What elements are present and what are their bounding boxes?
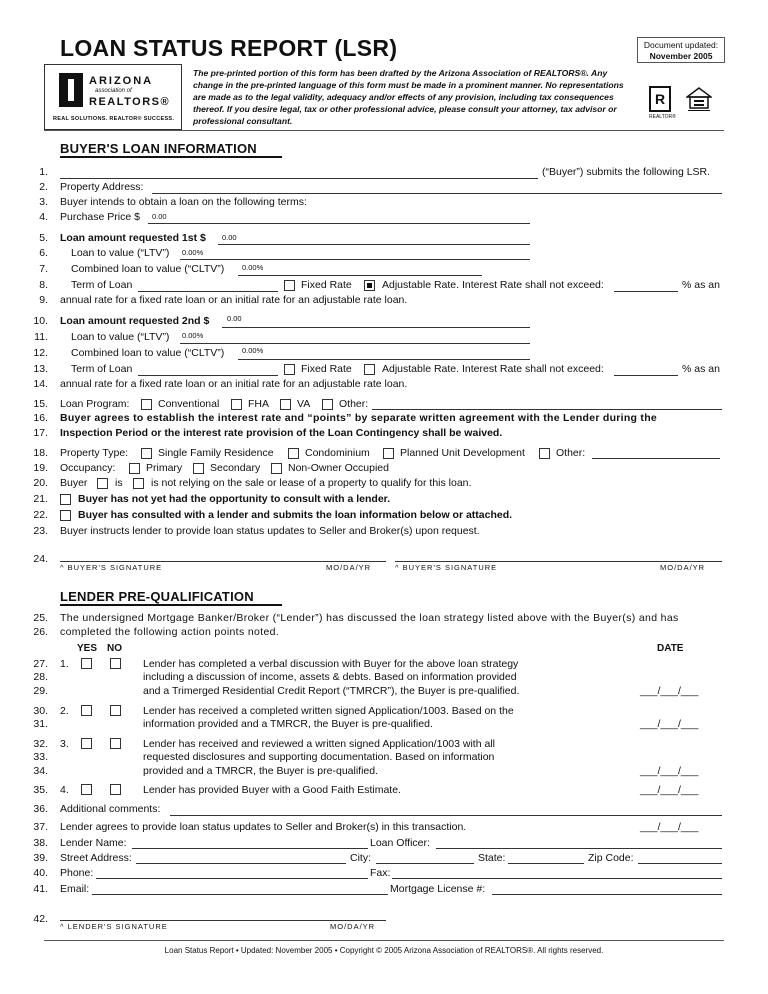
section-lender-title: LENDER PRE-QUALIFICATION: [60, 589, 254, 604]
buyer-relying-label: Buyer: [60, 477, 88, 489]
item4-date-field[interactable]: ___/___/___: [640, 784, 699, 796]
section-lender-underline: [60, 604, 282, 606]
condominium-label: Condominium: [305, 447, 370, 459]
property-address-label: Property Address:: [60, 181, 144, 193]
line-number: 34.: [33, 765, 48, 777]
va-checkbox[interactable]: [280, 399, 291, 410]
zip-code-label: Zip Code:: [588, 852, 634, 864]
loan1-pct-as-an: % as an: [682, 279, 720, 291]
line-number: 23.: [33, 525, 48, 537]
header-divider: [44, 130, 724, 131]
not-consulted-label: Buyer has not yet had the opportunity to consult with a lender.: [78, 493, 391, 505]
section-buyer-underline: [60, 156, 282, 158]
line-number: 39.: [33, 852, 48, 864]
yes-column-header: YES: [77, 643, 98, 654]
single-family-checkbox[interactable]: [141, 448, 152, 459]
lender-signature-caption: ^ LENDER'S SIGNATURE: [60, 922, 168, 931]
item2-text-line2: information provided and a TMRCR, the Buyer is pre-qualified.: [143, 718, 433, 730]
line-number: 29.: [33, 685, 48, 697]
loan1-cltv-value[interactable]: 0.00%: [242, 263, 264, 272]
loan2-cltv-field[interactable]: [238, 359, 530, 360]
loan2-amount-label: Loan amount requested 2nd $: [60, 315, 210, 327]
buyer-submits-text: (“Buyer”) submits the following LSR.: [542, 166, 711, 178]
phone-field[interactable]: [96, 878, 368, 879]
logo-mark-icon: [59, 73, 83, 107]
disclaimer-text: The pre-printed portion of this form has been drafted by the Arizona Association of REALTORS®. Any change in the pre-printed language of this form must be made in a prominent manner. No representations are made as to the legal validity, adequacy and/or effects of any provision, including tax consequences thereof. If you desire legal, tax or other professional advice, please consult your attorney, tax advisor or professional consultant.: [193, 68, 624, 126]
loan1-amount-field[interactable]: [218, 244, 530, 245]
line-number: 36.: [33, 803, 48, 815]
line-number: 31.: [33, 718, 48, 730]
conventional-checkbox[interactable]: [141, 399, 152, 410]
loan2-amount-value[interactable]: 0.00: [227, 314, 242, 323]
interest-rate-agreement-line1: Buyer agrees to establish the interest rate and “points” by separate written agreement with the Lender during the: [60, 412, 658, 424]
purchase-price-value[interactable]: 0.00: [152, 212, 167, 221]
line-number: 24.: [33, 553, 48, 565]
loan2-cltv-label: Combined loan to value (“CLTV”): [71, 347, 225, 359]
line-number: 13.: [33, 363, 48, 375]
line-number: 7.: [39, 263, 48, 275]
fax-label: Fax:: [370, 867, 391, 879]
property-type-label: Property Type:: [60, 447, 129, 459]
lender-signature-line[interactable]: [60, 920, 386, 921]
non-owner-label: Non-Owner Occupied: [288, 462, 389, 474]
logo-line2: association of: [95, 88, 132, 94]
interest-rate-agreement-line2: Inspection Period or the interest rate provision of the Loan Contingency shall be waived.: [60, 427, 503, 439]
line-number: 22.: [33, 509, 48, 521]
footer-divider: [44, 940, 724, 941]
loan1-rate-cap-field[interactable]: [614, 291, 678, 292]
phone-label: Phone:: [60, 867, 94, 879]
lender-intro-line1: The undersigned Mortgage Banker/Broker (“Lender”) has discussed the loan strategy listed above with the Buyer(s) and has: [60, 612, 679, 624]
lender-date-caption: MO/DA/YR: [330, 922, 376, 931]
primary-checkbox[interactable]: [129, 463, 140, 474]
buyer-signature-caption-1: ^ BUYER'S SIGNATURE: [60, 563, 163, 572]
loan2-annual-rate-note: annual rate for a fixed rate loan or an initial rate for an adjustable rate loan.: [60, 378, 408, 390]
item1-text-line3: and a Trimerged Residential Credit Report (“TMRCR”), the Buyer is pre-qualified.: [143, 685, 520, 697]
line-number: 16.: [33, 412, 48, 424]
fha-label: FHA: [248, 398, 269, 410]
zip-code-field[interactable]: [638, 863, 722, 864]
realtor-logo-icon: R: [649, 86, 671, 112]
section-buyer-title: BUYER'S LOAN INFORMATION: [60, 141, 257, 156]
email-field[interactable]: [92, 894, 388, 895]
item3-no-checkbox[interactable]: [110, 738, 121, 749]
item1-yes-checkbox[interactable]: [81, 658, 92, 669]
line-number: 37.: [33, 821, 48, 833]
item2-text-line1: Lender has received a completed written signed Application/1003. Based on the: [143, 705, 514, 717]
line-number: 5.: [39, 232, 48, 244]
line-number: 32.: [33, 738, 48, 750]
date-column-header: DATE: [657, 643, 684, 654]
buyer-date-caption-2: MO/DA/YR: [660, 563, 706, 572]
line-number: 14.: [33, 378, 48, 390]
loan2-fixed-rate-label: Fixed Rate: [301, 363, 352, 375]
line-number: 19.: [33, 462, 48, 474]
consulted-label: Buyer has consulted with a lender and submits the loan information below or attached.: [78, 509, 513, 521]
item1-text-line1: Lender has completed a verbal discussion with Buyer for the above loan strategy: [143, 658, 519, 670]
line-number: 12.: [33, 347, 48, 359]
mortgage-license-label: Mortgage License #:: [390, 883, 486, 895]
loan1-amount-label: Loan amount requested 1st $: [60, 232, 206, 244]
loan-officer-field[interactable]: [436, 848, 722, 849]
buyer-name-field[interactable]: [60, 178, 538, 179]
pud-checkbox[interactable]: [383, 448, 394, 459]
logo-line1: ARIZONA: [89, 75, 154, 87]
loan2-adjustable-rate-label: Adjustable Rate. Interest Rate shall not exceed:: [382, 363, 604, 375]
purchase-price-field[interactable]: [148, 223, 530, 224]
document-updated-label: Document updated:: [643, 40, 719, 50]
lender-agrees-text: Lender agrees to provide loan status updates to Seller and Broker(s) in this transaction.: [60, 821, 467, 833]
loan2-adjustable-rate-checkbox[interactable]: [364, 364, 375, 375]
item3-text-line1: Lender has received and reviewed a written signed Application/1003 with all: [143, 738, 495, 750]
line-number: 15.: [33, 398, 48, 410]
single-family-label: Single Family Residence: [158, 447, 274, 459]
item3-date-field[interactable]: ___/___/___: [640, 765, 699, 777]
line-number: 4.: [39, 211, 48, 223]
condominium-checkbox[interactable]: [288, 448, 299, 459]
buyer-signature-caption-2: ^ BUYER'S SIGNATURE: [395, 563, 498, 572]
realtor-caption: REALTOR®: [649, 114, 676, 120]
item2-number: 2.: [60, 705, 69, 717]
loan2-rate-cap-field[interactable]: [614, 375, 678, 376]
loan1-fixed-rate-label: Fixed Rate: [301, 279, 352, 291]
page-title: LOAN STATUS REPORT (LSR): [60, 35, 398, 61]
lender-name-field[interactable]: [132, 848, 368, 849]
line-number: 38.: [33, 837, 48, 849]
item1-text-line2: including a discussion of income, assets & debts. Based on information provided: [143, 671, 517, 683]
secondary-checkbox[interactable]: [193, 463, 204, 474]
line-number: 27.: [33, 658, 48, 670]
document-updated-date: November 2005: [649, 51, 713, 61]
lender-name-label: Lender Name:: [60, 837, 127, 849]
loan2-term-field[interactable]: [138, 375, 278, 376]
loan2-fixed-rate-checkbox[interactable]: [284, 364, 295, 375]
arizona-realtors-logo: [44, 64, 182, 130]
line-number: 10.: [33, 315, 48, 327]
not-consulted-checkbox[interactable]: [60, 494, 71, 505]
occupancy-label: Occupancy:: [60, 462, 116, 474]
loan1-annual-rate-note: annual rate for a fixed rate loan or an initial rate for an adjustable rate loan.: [60, 294, 408, 306]
loan1-term-label: Term of Loan: [71, 279, 133, 291]
loan2-ltv-value[interactable]: 0.00%: [182, 331, 204, 340]
other-program-label: Other:: [339, 398, 369, 410]
fha-checkbox[interactable]: [231, 399, 242, 410]
line-number: 18.: [33, 447, 48, 459]
item1-number: 1.: [60, 658, 69, 670]
lender-intro-line2: completed the following action points noted.: [60, 626, 280, 638]
item4-number: 4.: [60, 784, 69, 796]
item3-yes-checkbox[interactable]: [81, 738, 92, 749]
loan-officer-label: Loan Officer:: [370, 837, 430, 849]
line-number: 11.: [34, 331, 48, 343]
other-program-field[interactable]: [372, 409, 722, 410]
state-label: State:: [478, 852, 506, 864]
line-number: 9.: [39, 294, 48, 306]
conventional-label: Conventional: [158, 398, 220, 410]
line-number: 17.: [33, 427, 48, 439]
loan-terms-intro: Buyer intends to obtain a loan on the following terms:: [60, 196, 307, 208]
loan1-ltv-value[interactable]: 0.00%: [182, 248, 204, 257]
item2-date-field[interactable]: ___/___/___: [640, 718, 699, 730]
item3-text-line3: provided and a TMRCR, the Buyer is pre-qualified.: [143, 765, 379, 777]
property-address-field[interactable]: [152, 193, 722, 194]
loan2-amount-field[interactable]: [222, 327, 530, 328]
street-address-field[interactable]: [136, 863, 346, 864]
document-updated-box: [637, 37, 725, 63]
purchase-price-label: Purchase Price $: [60, 211, 140, 223]
loan2-cltv-value[interactable]: 0.00%: [242, 346, 264, 355]
mortgage-license-field[interactable]: [492, 894, 722, 895]
loan1-cltv-label: Combined loan to value (“CLTV”): [71, 263, 225, 275]
buyer-date-caption-1: MO/DA/YR: [326, 563, 372, 572]
equal-housing-icon: [686, 86, 712, 114]
additional-comments-field[interactable]: [170, 815, 722, 816]
line-number: 41.: [33, 883, 48, 895]
line-number: 33.: [33, 751, 48, 763]
item4-yes-checkbox[interactable]: [81, 784, 92, 795]
loan1-fixed-rate-checkbox[interactable]: [284, 280, 295, 291]
loan2-term-label: Term of Loan: [71, 363, 133, 375]
loan1-amount-value[interactable]: 0.00: [222, 233, 237, 242]
item2-yes-checkbox[interactable]: [81, 705, 92, 716]
loan-program-label: Loan Program:: [60, 398, 130, 410]
line-number: 6.: [39, 247, 48, 259]
line-number: 30.: [33, 705, 48, 717]
no-column-header: NO: [107, 643, 122, 654]
additional-comments-label: Additional comments:: [60, 803, 161, 815]
pud-label: Planned Unit Development: [400, 447, 525, 459]
buyer-signature-line-1[interactable]: [60, 561, 386, 562]
city-label: City:: [350, 852, 371, 864]
line-number: 3.: [39, 196, 48, 208]
logo-tagline: REAL SOLUTIONS. REALTOR® SUCCESS.: [53, 116, 175, 122]
street-address-label: Street Address:: [60, 852, 132, 864]
item3-text-line2: requested disclosures and supporting documentation. Based on information: [143, 751, 495, 763]
loan2-ltv-field[interactable]: [180, 343, 530, 344]
secondary-label: Secondary: [210, 462, 261, 474]
other-property-checkbox[interactable]: [539, 448, 550, 459]
email-label: Email:: [60, 883, 90, 895]
buyer-is-not-label: is not relying on the sale or lease of a property to qualify for this loan.: [151, 477, 472, 489]
status-updates-instruction: Buyer instructs lender to provide loan status updates to Seller and Broker(s) upon request.: [60, 525, 480, 537]
footer-text: Loan Status Report • Updated: November 2005 • Copyright © 2005 Arizona Association of REALTORS®. All rights reserved.: [164, 946, 604, 955]
line-number: 20.: [33, 477, 48, 489]
line-number: 1.: [39, 166, 48, 178]
line-number: 21.: [33, 493, 48, 505]
loan1-adjustable-rate-label: Adjustable Rate. Interest Rate shall not exceed:: [382, 279, 604, 291]
item1-date-field[interactable]: ___/___/___: [640, 685, 699, 697]
line-number: 40.: [33, 867, 48, 879]
loan1-ltv-field[interactable]: [180, 259, 530, 260]
other-property-label: Other:: [556, 447, 586, 459]
line-number: 35.: [33, 784, 48, 796]
fax-field[interactable]: [392, 878, 722, 879]
buyer-is-not-checkbox[interactable]: [133, 478, 144, 489]
item4-no-checkbox[interactable]: [110, 784, 121, 795]
non-owner-checkbox[interactable]: [271, 463, 282, 474]
other-property-field[interactable]: [592, 458, 720, 459]
loan1-adjustable-rate-checkbox[interactable]: [364, 280, 375, 291]
state-field[interactable]: [508, 863, 584, 864]
other-program-checkbox[interactable]: [322, 399, 333, 410]
line-number: 42.: [33, 913, 48, 925]
line-number: 26.: [33, 626, 48, 638]
loan1-cltv-field[interactable]: [238, 275, 482, 276]
line-number: 25.: [33, 612, 48, 624]
item1-no-checkbox[interactable]: [110, 658, 121, 669]
item4-text: Lender has provided Buyer with a Good Faith Estimate.: [143, 784, 401, 796]
loan2-ltv-label: Loan to value (“LTV”): [71, 331, 170, 343]
buyer-is-checkbox[interactable]: [97, 478, 108, 489]
loan2-pct-as-an: % as an: [682, 363, 720, 375]
line-number: 8.: [39, 279, 48, 291]
va-label: VA: [297, 398, 311, 410]
item2-no-checkbox[interactable]: [110, 705, 121, 716]
lender-agrees-date-field[interactable]: ___/___/___: [640, 821, 699, 833]
primary-label: Primary: [146, 462, 183, 474]
item3-number: 3.: [60, 738, 69, 750]
buyer-is-label: is: [115, 477, 123, 489]
loan1-ltv-label: Loan to value (“LTV”): [71, 247, 170, 259]
line-number: 28.: [33, 671, 48, 683]
buyer-signature-line-2[interactable]: [395, 561, 722, 562]
consulted-checkbox[interactable]: [60, 510, 71, 521]
line-number: 2.: [39, 181, 48, 193]
loan1-term-field[interactable]: [138, 291, 278, 292]
logo-line3: REALTORS®: [89, 96, 171, 108]
city-field[interactable]: [376, 863, 474, 864]
